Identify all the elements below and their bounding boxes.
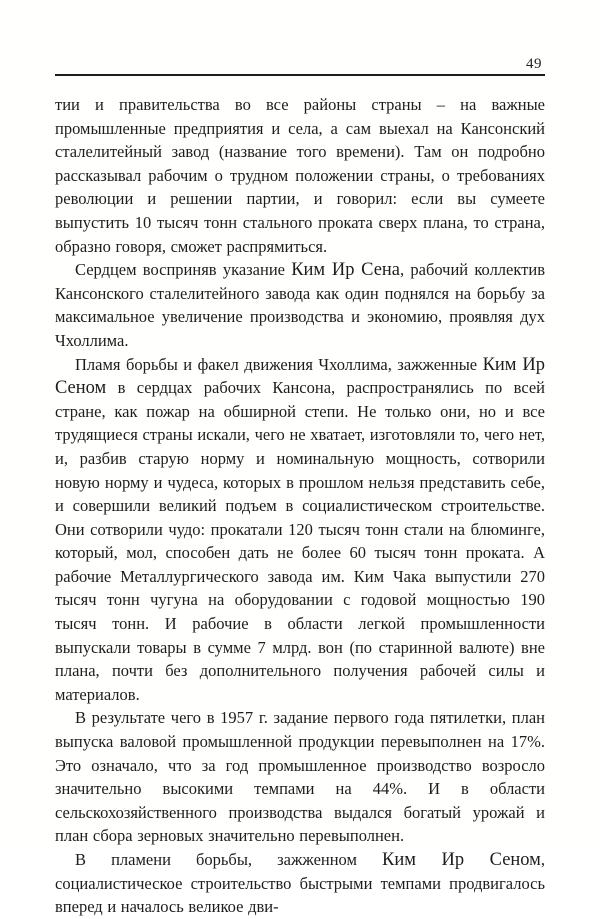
text-segment: Сердцем восприняв указание [75, 260, 292, 280]
page-content [55, 56, 545, 919]
leader-name: Ким Ир Сена [291, 259, 400, 280]
leader-name: Ким Ир Сеном [55, 353, 545, 398]
text-segment: , рабочий коллектив Кансонского сталелитейного завода как один поднялся на борьбу за максимальное увеличение производства и экономию, проявляя дух Чхоллима. [55, 260, 545, 350]
header-rule [55, 74, 545, 76]
paragraph [55, 848, 545, 919]
text-segment: тии и правительства во все районы страны – на важные промышленные предприятия и села, а сам выехал на Кансонский сталелитейный завод (название того времени). Там он подробно рассказывал рабочим о трудном положении страны, о требованиях революции и решении партии, и говорил: если вы сумеете выпустить 10 тысяч тонн стального проката сверх плана, то страна, образно говоря, сможет распрямиться. [55, 95, 545, 256]
text-segment: в сердцах рабочих Кансона, распространялись по всей стране, как пожар на обширной степи. Не только они, но и все трудящиеся страны искали, чего не хватает, изготовляли то, чего нет, и, разбив старую норму и номинальную мощность, сотворили новую норму и чудеса, которых в прошлом нельзя представить себе, и совершили великий подъем в социалистическом строительстве. Они сотворили чудо: прокатали 120 тысяч тонн стали на блюминге, который, мол, способен дать не более 60 тысяч тонн проката. А рабочие Металлургического завода им. Ким Чака выпустили 270 тысяч тонн чугуна на оборудовании с годовой мощностью 190 тысяч тонн. И рабочие в области легкой промышленности выпускали товары в сумме 7 млрд. вон (по старинной валюте) вне плана, почти без дополнительного получения рабочей силы и материалов. [55, 378, 545, 704]
paragraph [55, 706, 545, 848]
page-body [55, 93, 545, 919]
text-segment: Пламя борьбы и факел движения Чхоллима, зажженные [75, 354, 483, 374]
text-segment: В результате чего в 1957 г. задание первого года пятилетки, план выпуска валовой промышленной продукции перевыполнен на 17%. Это означало, что за год промышленное производство возросло значительно высокими темпами на 44%. И в области сельскохозяйственного производства выдался богатый урожай и план сбора зерновых значительно перевыполнен. [55, 708, 545, 846]
text-segment: В пламени борьбы, зажженном [75, 850, 383, 869]
paragraph [55, 353, 545, 707]
paragraph [55, 93, 545, 258]
leader-name: Ким Ир Сеном [382, 849, 541, 869]
page-header [55, 56, 545, 76]
text-segment: , социалистическое строительство быстрыми темпами продвигалось вперед и началось великое дви- [55, 850, 545, 917]
paragraph [55, 258, 545, 352]
page-number: 49 [526, 56, 542, 72]
